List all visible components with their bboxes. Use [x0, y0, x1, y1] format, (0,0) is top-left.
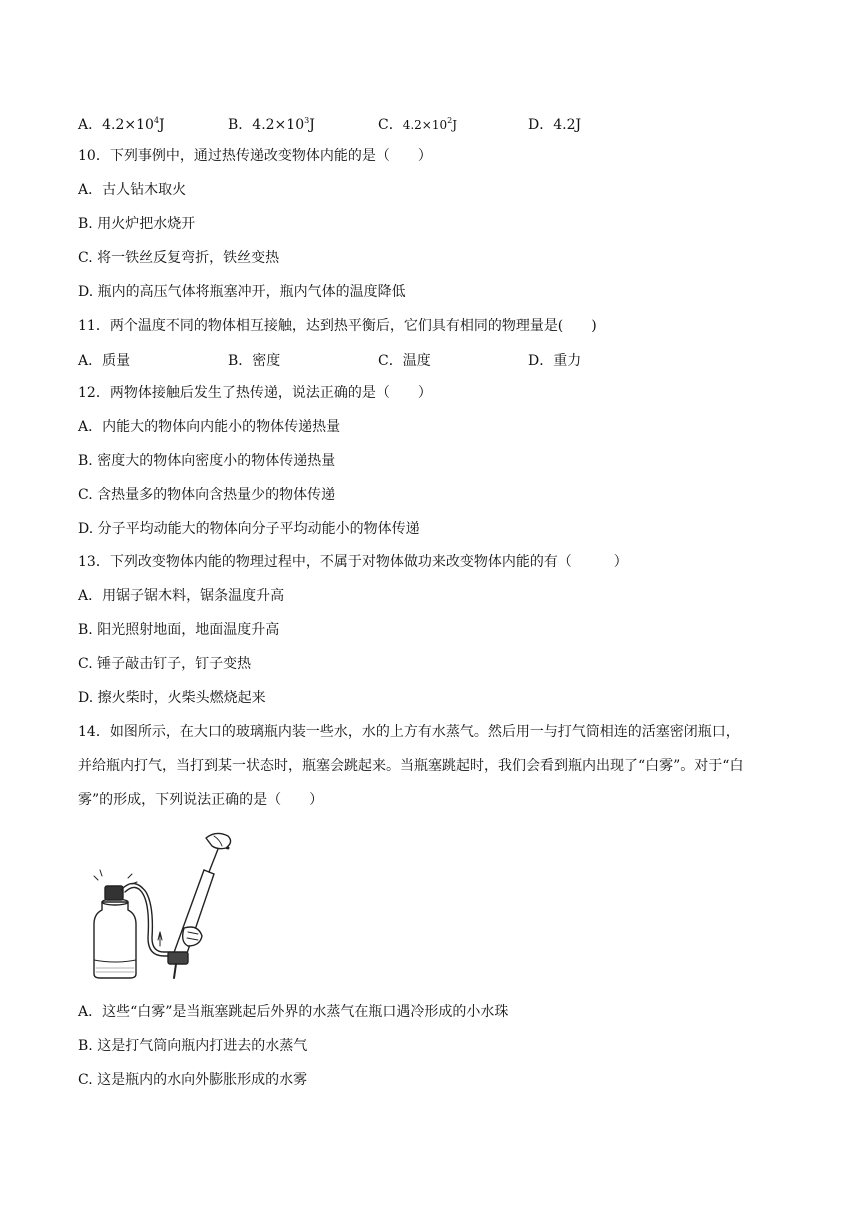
- q10-option-a: A．古人钻木取火: [78, 182, 187, 198]
- q13-stem: 13．下列改变物体内能的物理过程中，不属于对物体做功来改变物体内能的有（ ）: [78, 554, 628, 570]
- q13-option-c: C. 锤子敲击钉子，钉子变热: [78, 656, 252, 672]
- q10-option-d: D. 瓶内的高压气体将瓶塞冲开，瓶内气体的温度降低: [78, 284, 406, 300]
- q9-options: [78, 114, 698, 132]
- q9-option-c: C．$4.2\times 10^2J$: [378, 116, 458, 133]
- q13-option-b: B. 阳光照射地面，地面温度升高: [78, 622, 280, 638]
- q14-stem-line-1: 14．如图所示，在大口的玻璃瓶内装一些水，水的上方有水蒸气。然后用一与打气筒相连的活塞密闭瓶口，: [78, 724, 740, 740]
- bottle-pump-illustration: [88, 828, 248, 980]
- q11-option-a: A．质量: [78, 353, 131, 369]
- q10-option-b: B. 用火炉把水烧开: [78, 216, 196, 232]
- q12-option-d: D. 分子平均动能大的物体向分子平均动能小的物体传递: [78, 521, 420, 537]
- q9-option-a: A．$4.2\times 10^4J$: [78, 116, 165, 133]
- q10-stem: 10．下列事例中，通过热传递改变物体内能的是（ ）: [78, 148, 432, 164]
- q12-option-a: A．内能大的物体向内能小的物体传递热量: [78, 419, 341, 435]
- q9-option-b: B．$4.2\times 10^3J$: [228, 116, 315, 133]
- bottle-pump-figure: [88, 828, 248, 980]
- q11-stem: 11．两个温度不同的物体相互接触，达到热平衡后，它们具有相同的物理量是( ): [78, 318, 597, 334]
- q14-option-b: B. 这是打气筒向瓶内打进去的水蒸气: [78, 1038, 308, 1054]
- q13-option-d: D. 擦火柴时，火柴头燃烧起来: [78, 690, 266, 706]
- q14-stem-line-2: 并给瓶内打气，当打到某一状态时，瓶塞会跳起来。当瓶塞跳起时，我们会看到瓶内出现了“白雾”。对于“白: [78, 758, 744, 774]
- q11-option-b: B．密度: [228, 353, 281, 369]
- q11-options: [78, 350, 698, 368]
- q14-option-c: C. 这是瓶内的水向外膨胀形成的水雾: [78, 1072, 308, 1088]
- q10-option-c: C. 将一铁丝反复弯折，铁丝变热: [78, 250, 280, 266]
- q12-stem: 12．两物体接触后发生了热传递，说法正确的是（ ）: [78, 385, 432, 401]
- q14-option-a: A．这些“白雾”是当瓶塞跳起后外界的水蒸气在瓶口遇冷形成的小水珠: [78, 1004, 509, 1020]
- q9-option-d: D．4.2J: [528, 117, 582, 133]
- q12-option-c: C. 含热量多的物体向含热量少的物体传递: [78, 487, 336, 503]
- q11-option-d: D．重力: [528, 353, 582, 369]
- q11-option-c: C．温度: [378, 353, 431, 369]
- q14-stem-line-3: 雾”的形成，下列说法正确的是（ ）: [78, 792, 324, 808]
- q13-option-a: A．用锯子锯木料，锯条温度升高: [78, 588, 285, 604]
- q12-option-b: B. 密度大的物体向密度小的物体传递热量: [78, 453, 336, 469]
